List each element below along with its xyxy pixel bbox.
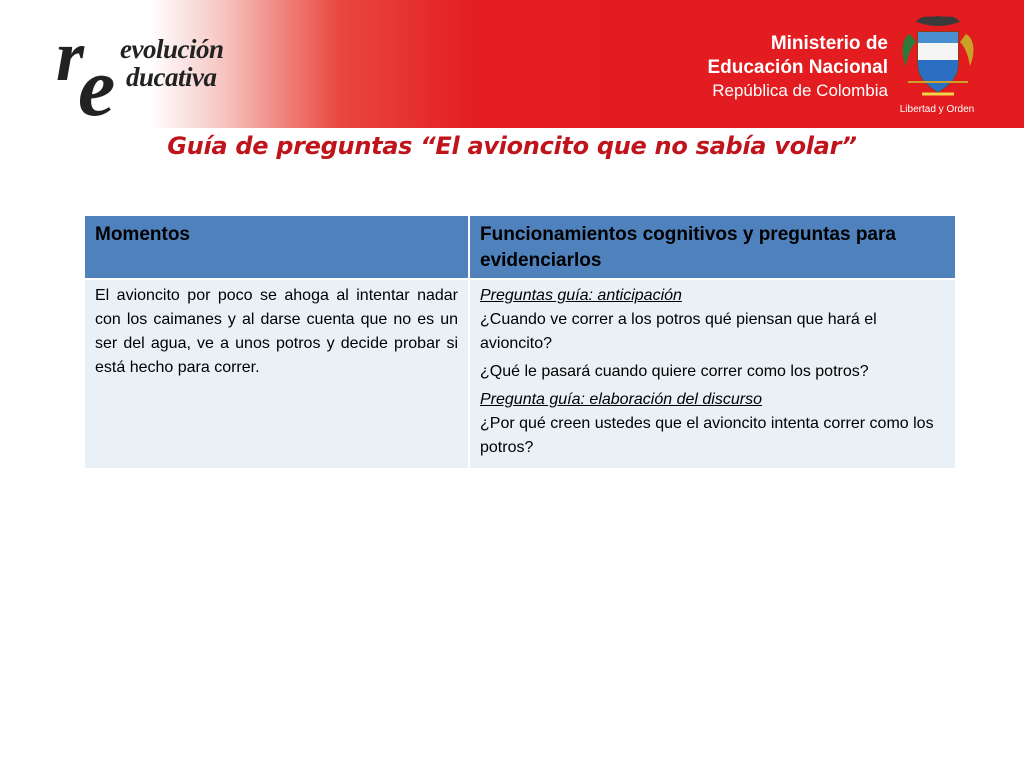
guide-heading-discourse: Pregunta guía: elaboración del discurso: [480, 391, 762, 408]
ministry-line-3: República de Colombia: [712, 81, 888, 100]
question-item: ¿Por qué creen ustedes que el avioncito intenta correr como los potros?: [480, 415, 934, 456]
questions-table: [85, 216, 957, 468]
logo-word-2: ducativa: [126, 62, 217, 92]
header-banner: [0, 0, 1024, 134]
ministry-name: [707, 32, 888, 102]
question-item: ¿Qué le pasará cuando quiere correr como los potros?: [480, 363, 869, 380]
table-header-row: [85, 216, 956, 279]
moment-text: El avioncito por poco se ahoga al intentar nadar con los caimanes y al darse cuenta que no es un ser del agua, ve a unos potros y decide probar si está hecho para correr.: [95, 287, 458, 376]
logo-letter-r: r: [56, 16, 85, 96]
header-cell-funcionamientos: Funcionamientos cognitivos y preguntas para evidenciarlos: [469, 216, 956, 279]
moment-cell: [85, 279, 469, 468]
questions-cell: [469, 279, 956, 468]
motto-text: Libertad y Orden: [899, 104, 975, 115]
ministry-line-2: Educación Nacional: [707, 57, 888, 78]
ministry-line-1: Ministerio de: [770, 33, 888, 54]
colombia-coat-of-arms-icon: [898, 12, 978, 102]
table-row: [85, 279, 956, 468]
logo-letter-e: e: [78, 41, 116, 134]
questions-list: [480, 284, 945, 460]
header-cell-momentos: Momentos: [85, 216, 469, 279]
guide-heading-anticipation: Preguntas guía: anticipación: [480, 287, 682, 304]
page-title: Guía de preguntas “El avioncito que no sabía volar”: [167, 132, 857, 160]
logo-word-1: evolución: [120, 34, 224, 64]
revolucion-educativa-logo: [50, 16, 265, 134]
question-item: ¿Cuando ve correr a los potros qué piensan que hará el avioncito?: [480, 311, 877, 352]
